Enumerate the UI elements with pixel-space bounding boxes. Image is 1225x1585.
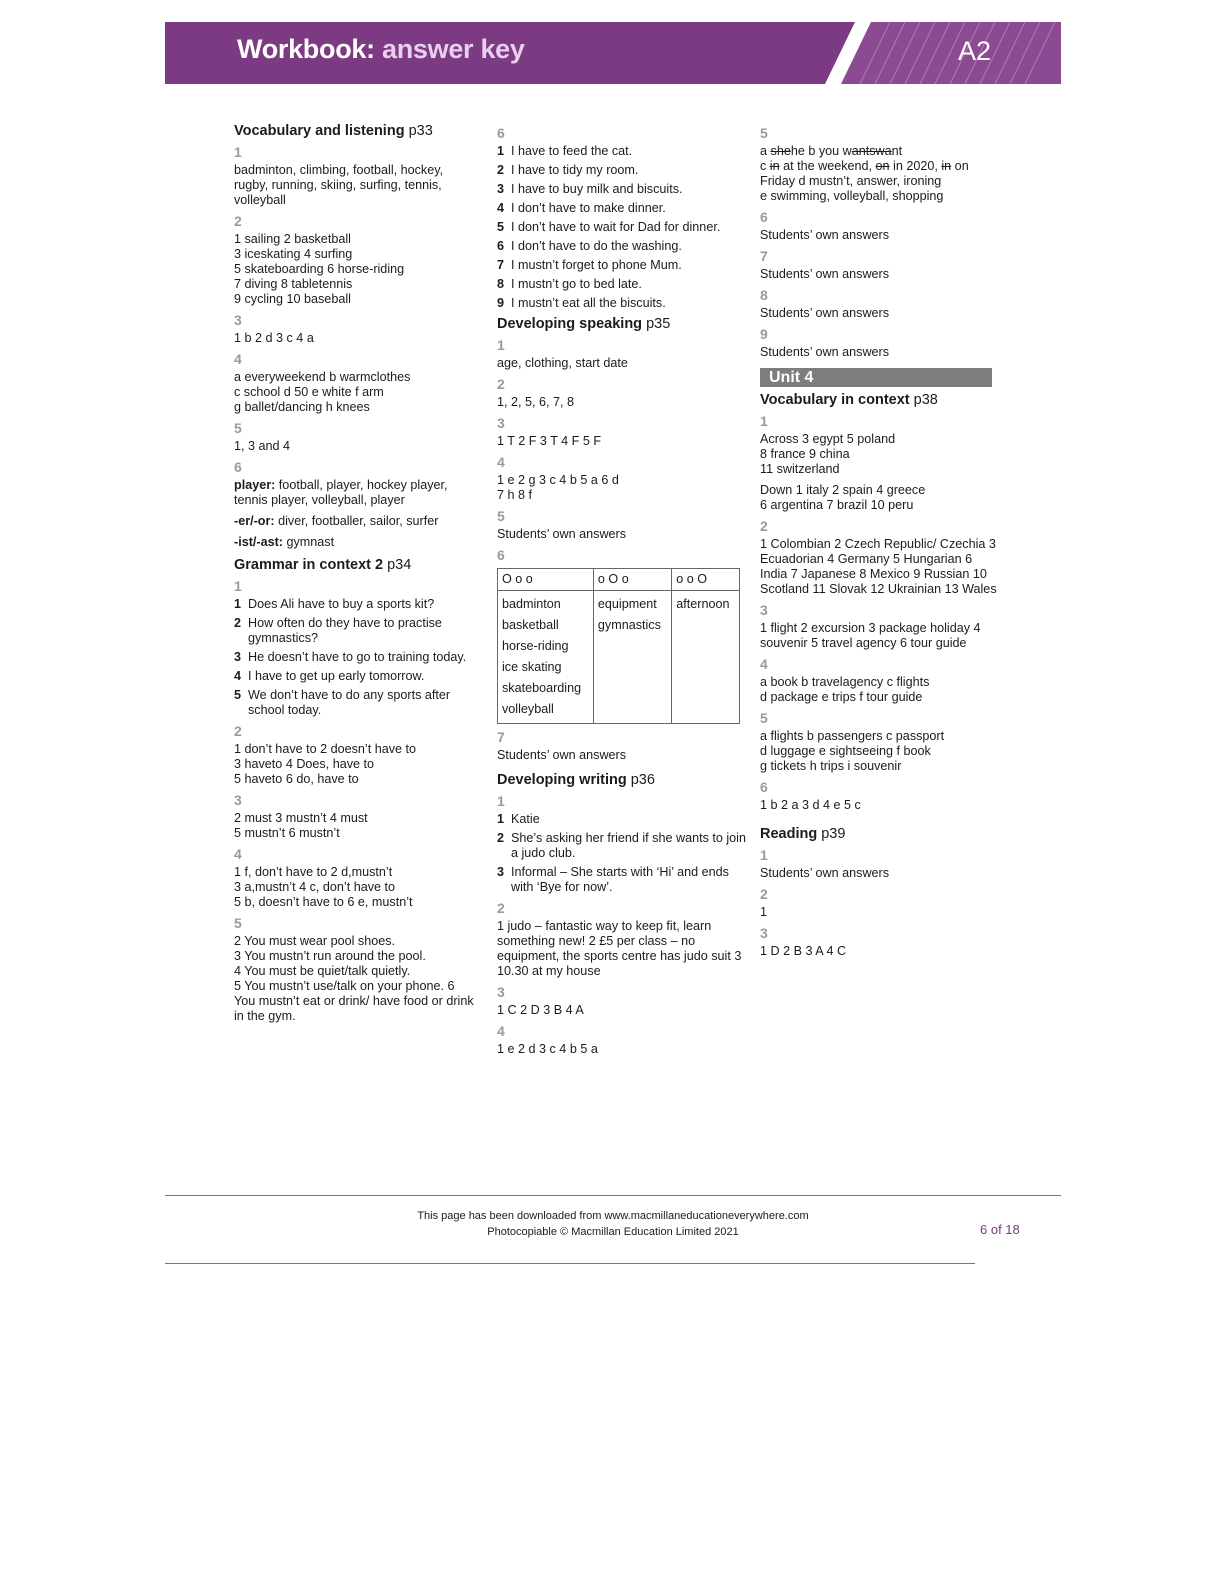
answer-line: d luggage e sightseeing f book xyxy=(760,744,931,758)
answer-line: a shehe b you wantswant xyxy=(760,144,903,158)
answer-line: e swimming, volleyball, shopping xyxy=(760,189,944,203)
answer-line: 5 haveto 6 do, have to xyxy=(234,772,359,786)
exercise-number: 1 xyxy=(497,337,505,353)
answer-line: Students’ own answers xyxy=(760,306,890,320)
page-number: 6 of 18 xyxy=(980,1222,1020,1237)
answer-line: 3 iceskating 4 surfing xyxy=(234,247,353,261)
exercise-number: 5 xyxy=(760,710,768,726)
answer-text: 1 judo – fantastic way to keep fit, learn something new! 2 £5 per class – no equipment, the sports centre has judo suit 3 10.30 at my house xyxy=(497,919,742,978)
footer-copyright: Photocopiable © Macmillan Education Limited 2021 xyxy=(487,1226,739,1238)
answer-line: 3 a,mustn’t 4 c, don’t have to xyxy=(234,880,396,894)
answer-line: 11 switzerland xyxy=(760,462,840,476)
exercise-number: 4 xyxy=(497,1023,505,1039)
answer-item: 2 How often do they have to practise gymnastics? xyxy=(234,616,442,645)
exercise-number: 2 xyxy=(234,723,242,739)
exercise-number: 1 xyxy=(760,847,768,863)
section-heading: Developing speaking p35 xyxy=(497,316,671,332)
exercise-number: 4 xyxy=(234,846,242,862)
answer-text: badminton, climbing, football, hockey, rugby, running, skiing, surfing, tennis, volleyball xyxy=(234,163,444,207)
answer-item: 4 I don’t have to make dinner. xyxy=(497,201,666,215)
exercise-number: 2 xyxy=(497,376,505,392)
answer-text: -er/-or: diver, footballer, sailor, surfer xyxy=(234,514,439,528)
table-header: o O o xyxy=(593,569,671,591)
exercise-number: 4 xyxy=(497,454,505,470)
answer-line: 1 e 2 g 3 c 4 b 5 a 6 d xyxy=(497,473,619,487)
exercise-number: 9 xyxy=(760,326,768,342)
answer-item: 3 Informal – She starts with ‘Hi’ and ends with ‘Bye for now’. xyxy=(497,865,729,894)
answer-text: 1 flight 2 excursion 3 package holiday 4 souvenir 5 travel agency 6 tour guide xyxy=(760,621,981,650)
answer-line: Down 1 italy 2 spain 4 greece xyxy=(760,483,926,497)
answer-line: Students’ own answers xyxy=(497,748,627,762)
exercise-number: 3 xyxy=(234,792,242,808)
answer-line: 9 cycling 10 baseball xyxy=(234,292,351,306)
answer-item: 7 I mustn’t forget to phone Mum. xyxy=(497,258,682,272)
exercise-number: 1 xyxy=(497,793,505,809)
answer-line: Students’ own answers xyxy=(760,267,890,281)
table-row xyxy=(498,591,740,724)
exercise-number: 5 xyxy=(760,125,768,141)
answer-line: 1 b 2 d 3 c 4 a xyxy=(234,331,314,345)
answer-line: Across 3 egypt 5 poland xyxy=(760,432,896,446)
answer-line: a everyweekend b warmclothes xyxy=(234,370,411,384)
answer-line: d package e trips f tour guide xyxy=(760,690,923,704)
answer-line: Students’ own answers xyxy=(760,228,890,242)
exercise-number: 7 xyxy=(760,248,768,264)
answer-line: Students’ own answers xyxy=(760,345,890,359)
answer-line: 1 f, don’t have to 2 d,mustn’t xyxy=(234,865,393,879)
exercise-number: 6 xyxy=(234,459,242,475)
answer-text: player: football, player, hockey player, tennis player, volleyball, player xyxy=(234,478,448,507)
answer-line: 1 xyxy=(760,905,768,919)
document-title xyxy=(237,34,525,65)
section-heading: Vocabulary in context p38 xyxy=(760,392,938,408)
exercise-number: 2 xyxy=(497,900,505,916)
answer-line: 1, 3 and 4 xyxy=(234,439,291,453)
exercise-number: 3 xyxy=(497,984,505,1000)
answer-line: 5 skateboarding 6 horse-riding xyxy=(234,262,405,276)
answer-text: 1 Colombian 2 Czech Republic/ Czechia 3 Ecuadorian 4 Germany 5 Hungarian 6 India 7 Japanese 8 Mexico 9 Russian 10 Scotland 11 Slovak 12 Ukrainian 13 Wales xyxy=(760,537,997,596)
answer-line: 8 france 9 china xyxy=(760,447,850,461)
section-heading: Developing writing p36 xyxy=(497,772,655,788)
answer-line: 2 must 3 mustn’t 4 must xyxy=(234,811,368,825)
exercise-number: 3 xyxy=(234,312,242,328)
section-heading: Vocabulary and listening p33 xyxy=(234,123,433,139)
answer-line: 1, 2, 5, 6, 7, 8 xyxy=(497,395,575,409)
table-cell: afternoon xyxy=(672,591,740,724)
answer-item: 1 Does Ali have to buy a sports kit? xyxy=(234,597,435,611)
exercise-number: 4 xyxy=(234,351,242,367)
answer-item: 2 She’s asking her friend if she wants to join a judo club. xyxy=(497,831,746,860)
answer-item: 1 Katie xyxy=(497,812,540,826)
section-heading: Grammar in context 2 p34 xyxy=(234,557,412,573)
exercise-number: 2 xyxy=(760,518,768,534)
footer-bottom-rule xyxy=(165,1263,975,1264)
exercise-number: 4 xyxy=(760,656,768,672)
answer-item: 1 I have to feed the cat. xyxy=(497,144,633,158)
footer-top-rule xyxy=(165,1195,1061,1196)
exercise-number: 6 xyxy=(497,125,505,141)
answer-line: g ballet/dancing h knees xyxy=(234,400,370,414)
answer-item: 5 We don’t have to do any sports after school today. xyxy=(234,688,451,717)
answer-line: Students’ own answers xyxy=(760,866,890,880)
answer-item: 8 I mustn’t go to bed late. xyxy=(497,277,642,291)
answer-line: a flights b passengers c passport xyxy=(760,729,945,743)
answer-item: 6 I don’t have to do the washing. xyxy=(497,239,682,253)
table-header: O o o xyxy=(498,569,594,591)
exercise-number: 2 xyxy=(234,213,242,229)
answer-item: 2 I have to tidy my room. xyxy=(497,163,639,177)
answer-line: g tickets h trips i souvenir xyxy=(760,759,902,773)
level-label: A2 xyxy=(957,36,991,66)
exercise-number: 7 xyxy=(497,729,505,745)
exercise-number: 5 xyxy=(234,420,242,436)
answer-line: 1 don’t have to 2 doesn’t have to xyxy=(234,742,417,756)
title-main: Workbook: xyxy=(237,34,375,64)
table-cell: badminton basketball horse-riding ice skating skateboarding volleyball xyxy=(498,591,594,724)
footer-download-note: This page has been downloaded from www.macmillaneducationeverywhere.com xyxy=(417,1210,809,1222)
exercise-number: 1 xyxy=(234,578,242,594)
answer-line: 7 diving 8 tabletennis xyxy=(234,277,353,291)
answer-line: 3 haveto 4 Does, have to xyxy=(234,757,375,771)
answer-item: 3 I have to buy milk and biscuits. xyxy=(497,182,683,196)
exercise-number: 5 xyxy=(497,508,505,524)
answer-item: 3 He doesn’t have to go to training today. xyxy=(234,650,467,664)
column-1 xyxy=(234,124,474,1024)
section-heading: Reading p39 xyxy=(760,826,846,842)
answer-line: 1 C 2 D 3 B 4 A xyxy=(497,1003,584,1017)
exercise-number: 3 xyxy=(760,602,768,618)
exercise-number: 3 xyxy=(760,925,768,941)
exercise-number: 2 xyxy=(760,886,768,902)
exercise-number: 1 xyxy=(760,413,768,429)
exercise-number: 8 xyxy=(760,287,768,303)
table-header-row xyxy=(498,569,740,591)
answer-item: 5 I don’t have to wait for Dad for dinner. xyxy=(497,220,721,234)
answer-line: 5 mustn’t 6 mustn’t xyxy=(234,826,340,840)
exercise-number: 3 xyxy=(497,415,505,431)
unit-banner: Unit 4 xyxy=(760,368,992,387)
answer-line: 3 You mustn’t run around the pool. xyxy=(234,949,426,963)
answer-line: 1 b 2 a 3 d 4 e 5 c xyxy=(760,798,861,812)
answer-line: 2 You must wear pool shoes. xyxy=(234,934,396,948)
answer-line: 5 You mustn’t use/talk on your phone. 6 You mustn’t eat or drink/ have food or drink in the gym. xyxy=(234,979,474,1023)
column-2 xyxy=(497,124,747,1057)
footer xyxy=(165,1208,1061,1240)
header-banner xyxy=(165,22,1061,84)
table-header: o o O xyxy=(672,569,740,591)
answer-line: 1 T 2 F 3 T 4 F 5 F xyxy=(497,434,602,448)
answer-line: 1 e 2 d 3 c 4 b 5 a xyxy=(497,1042,598,1056)
answer-line: 6 argentina 7 brazil 10 peru xyxy=(760,498,914,512)
answer-line: 1 D 2 B 3 A 4 C xyxy=(760,944,847,958)
answer-line: Students’ own answers xyxy=(497,527,627,541)
answer-line: 1 sailing 2 basketball xyxy=(234,232,351,246)
answer-text: -ist/-ast: gymnast xyxy=(234,535,335,549)
exercise-number: 6 xyxy=(760,209,768,225)
answer-line: a book b travelagency c flights xyxy=(760,675,930,689)
answer-line: 4 You must be quiet/talk quietly. xyxy=(234,964,411,978)
exercise-number: 5 xyxy=(234,915,242,931)
answer-item: 9 I mustn’t eat all the biscuits. xyxy=(497,296,666,310)
exercise-number: 6 xyxy=(760,779,768,795)
answer-item: 4 I have to get up early tomorrow. xyxy=(234,669,425,683)
column-3 xyxy=(760,124,1000,959)
answer-line: 5 b, doesn’t have to 6 e, mustn’t xyxy=(234,895,413,909)
answer-line: 7 h 8 f xyxy=(497,488,533,502)
title-sub: answer key xyxy=(382,34,525,64)
stress-pattern-table xyxy=(497,568,740,724)
exercise-number: 1 xyxy=(234,144,242,160)
answer-line: c school d 50 e white f arm xyxy=(234,385,384,399)
answer-line: c in at the weekend, on in 2020, in on Friday d mustn’t, answer, ironing xyxy=(760,159,969,188)
answer-line: age, clothing, start date xyxy=(497,356,628,370)
table-cell: equipment gymnastics xyxy=(593,591,671,724)
exercise-number: 6 xyxy=(497,547,505,563)
